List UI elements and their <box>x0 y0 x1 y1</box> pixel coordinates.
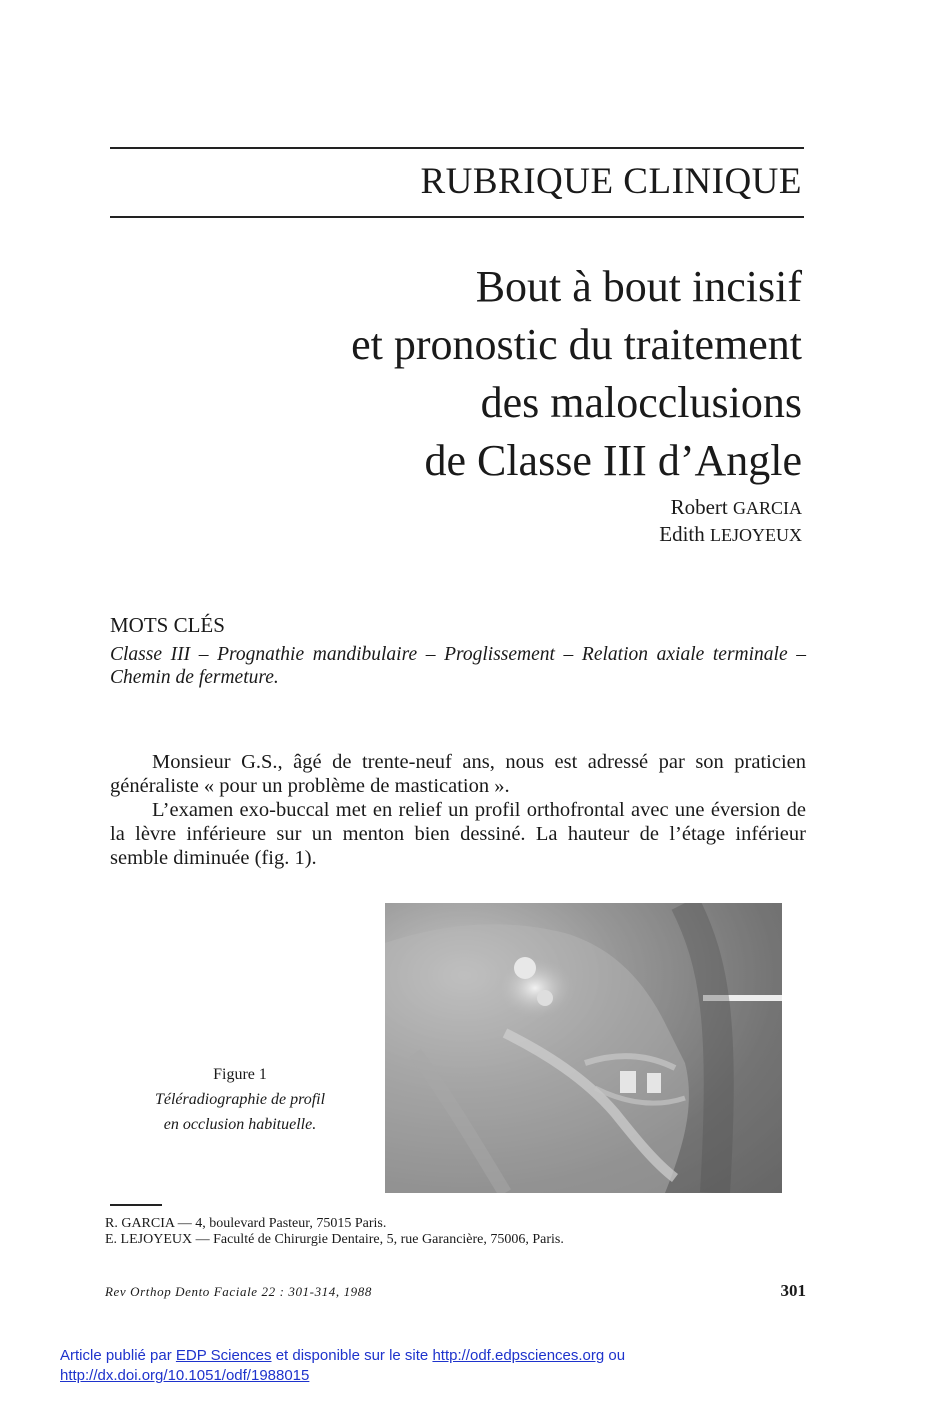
figure-label: Figure 1 <box>213 1066 267 1083</box>
page-number: 301 <box>780 1281 806 1300</box>
footnote-rule <box>110 1204 162 1206</box>
journal-reference: Rev Orthop Dento Faciale 22 : 301-314, 1988 <box>105 1284 372 1299</box>
author-1 <box>659 494 802 521</box>
body-text <box>110 750 806 870</box>
publisher-suffix: ou <box>608 1347 626 1364</box>
section-rubric: RUBRIQUE CLINIQUE <box>420 161 802 202</box>
title-line-3: des malocclusions <box>480 378 802 427</box>
author-1-first: Robert <box>670 495 728 519</box>
title-line-1: Bout à bout incisif <box>475 262 802 311</box>
body-paragraph-2: L’examen exo-buccal met en relief un profil orthofrontal avec une éversion de la lèvre inférieure sur un menton bien dessiné. La hauteur de l’étage inférieur semble diminuée (fig. 1). <box>110 799 806 869</box>
keywords-heading: MOTS CLÉS <box>110 613 225 637</box>
figure-caption <box>140 1062 340 1137</box>
article-title <box>351 258 802 490</box>
rubric-underline <box>110 216 804 218</box>
keywords-text: Classe III – Prognathie mandibulaire – Proglissement – Relation axiale terminale – Chemin de fermeture. <box>110 644 806 688</box>
author-list <box>659 494 802 548</box>
title-line-2: et pronostic du traitement <box>351 320 802 369</box>
top-rule <box>110 147 804 149</box>
footnotes <box>105 1216 564 1248</box>
site-link[interactable]: http://odf.edpsciences.org <box>432 1347 605 1364</box>
author-2 <box>659 521 802 548</box>
author-2-last: LEJOYEUX <box>710 525 802 545</box>
publisher-middle: et disponible sur le site <box>275 1347 429 1364</box>
publisher-prefix: Article publié par <box>60 1347 172 1364</box>
footnote-2: E. LEJOYEUX — Faculté de Chirurgie Dentaire, 5, rue Garancière, 75006, Paris. <box>105 1232 564 1247</box>
author-2-first: Edith <box>659 522 705 546</box>
author-1-last: GARCIA <box>732 498 802 518</box>
figure-caption-line-2: en occlusion habituelle. <box>163 1116 317 1133</box>
publisher-line-2 <box>60 1366 625 1386</box>
xray-image <box>385 903 782 1193</box>
edp-sciences-link[interactable]: EDP Sciences <box>175 1347 272 1364</box>
body-paragraph-1: Monsieur G.S., âgé de trente-neuf ans, nous est adressé par son praticien généraliste « pour un problème de mastication ». <box>110 751 806 797</box>
publisher-notice <box>60 1346 625 1386</box>
publisher-line-1 <box>60 1346 625 1366</box>
doi-link[interactable]: http://dx.doi.org/10.1051/odf/1988015 <box>60 1367 310 1384</box>
figure-caption-line-1: Téléradiographie de profil <box>154 1091 326 1108</box>
title-line-4: de Classe III d’Angle <box>424 436 802 485</box>
footnote-1: R. GARCIA — 4, boulevard Pasteur, 75015 Paris. <box>105 1216 387 1231</box>
